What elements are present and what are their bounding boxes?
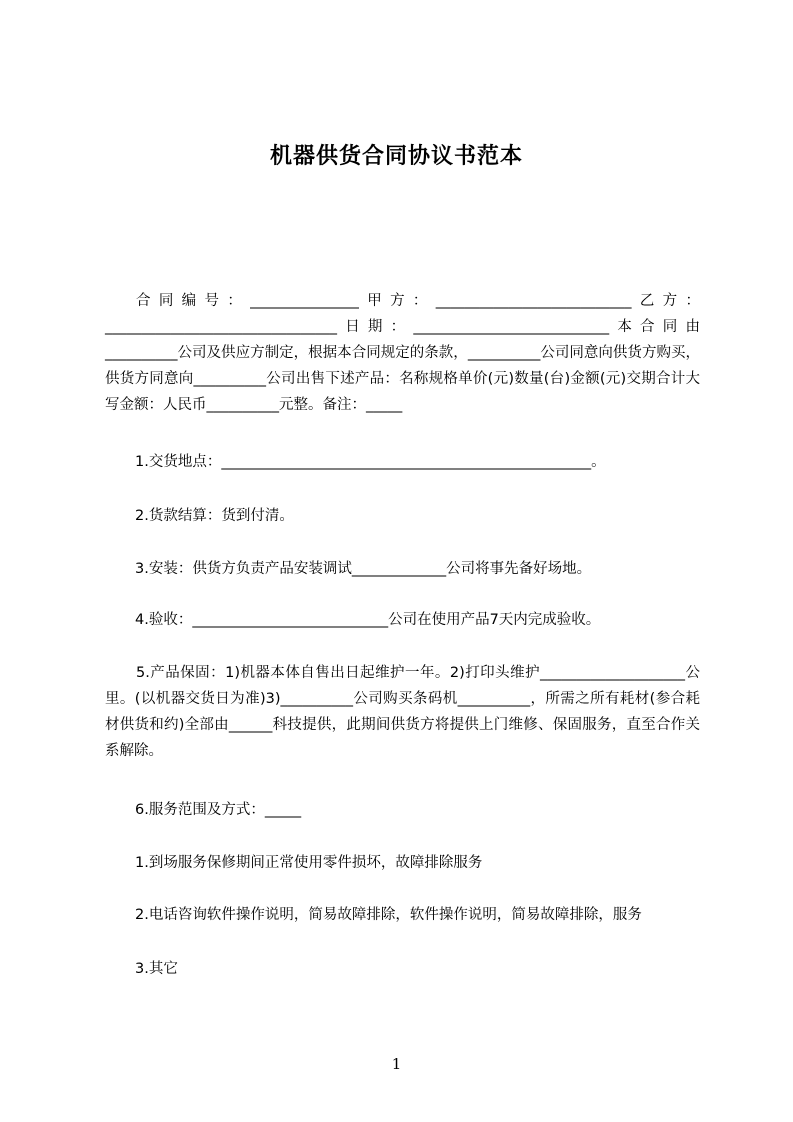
payment-clause: 2.货款结算：货到付清。 — [135, 508, 294, 524]
page-number: 1 — [391, 1055, 402, 1073]
phone-support-item: 2.电话咨询软件操作说明，简易故障排除，软件操作说明，简易故障排除，服务 — [135, 907, 642, 923]
onsite-service-item: 1.到场服务保修期间正常使用零件损坏，故障排除服务 — [135, 855, 483, 871]
other-item: 3.其它 — [135, 961, 178, 977]
delivery-location-clause: 1.交货地点：___________________________________________________。 — [135, 454, 606, 470]
warranty-clause: 5.产品保固：1)机器本体自售出日起维护一年。2)打印头维护____________________公里。(以机器交货日为准)3)__________公司购买条码机__________，所需之所有耗材(参合耗材供货和约)全部由______科技提供，此期间供货方将提供上门维修、保固服务，直至合作关系解除。 — [105, 665, 700, 759]
document-title: 机器供货合同协议书范本 — [269, 144, 523, 169]
contract-intro-paragraph: 合同编号：_______________甲方：___________________________乙方：________________________________日期：___________________________本合同由__________公司及供应方制定，根据本合同规定的条款，__________公司同意向供货方购买，供货方同意向__________公司出售下述产品：名称规格单价(元)数量(台)金额(元)交期合计大写金额：人民币__________元整。备注：_____ — [105, 293, 700, 413]
installation-clause: 3.安装：供货方负责产品安装调试_____________公司将事先备好场地。 — [135, 561, 592, 577]
acceptance-clause: 4.验收：___________________________公司在使用产品7天内完成验收。 — [135, 612, 601, 628]
service-scope-clause: 6.服务范围及方式：_____ — [135, 802, 302, 818]
